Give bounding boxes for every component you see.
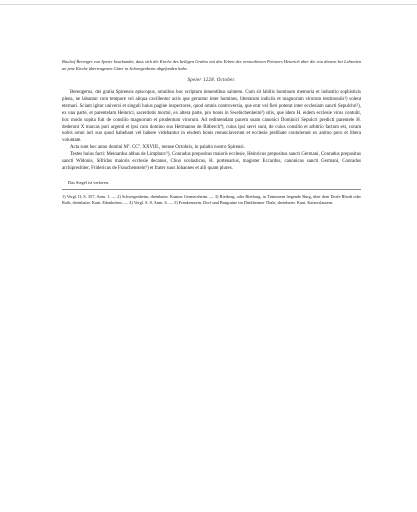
footnotes: 1) Vergl. II, S. 357, Anm. 1. — 2) Schwegenheim, rheinbaier. Kanton Germersheim. — 3) Rietberg, oder Rietburg, in Trümmern liegende Burg, über dem Dorfe Rhodt oder Roth, rheinbaier. Kant. Edenkoben. — 4) Vergl. S. 8, Anm. 6. — 5) Frankenstein, Dorf und Burgruine im Dürkheimer Thale, rheinbaier. Kant. Kaiserslautern. xyxy=(62,193,361,206)
footnote-separator xyxy=(62,189,361,190)
seal-note: Das Siegel ist verloren. xyxy=(68,179,109,185)
place-date-line: Speier 1228. October. xyxy=(187,78,236,83)
top-edge-line xyxy=(0,4,417,5)
document-body xyxy=(62,58,361,206)
charter-summary-heading: Bischof Berenger von Speier beurkundet, dass sich die Kirche des heiligen Grabes mit den Erben des verstorbenen Priesters Heinrich über die von diesem bei Lebzeiten an jene Kirche übertragenen Güter in Schwegenheim abgefunden habe. xyxy=(62,59,361,71)
charter-text-paragraph: Berengerus, dei gratia Spirensis episcopus, omnibus hoc scriptum intuentibus salutem. Cum sit labilis hominum memoria et industrio sophisticis plena, ne labantur cum tempore vel aliqua cavillentur actis que geruntur inter homines, litterarum indiciis et magnorum virorum testimoniis¹) solent eternari. Sciant igitur universi et singuli huius pagine inspectores, quod omnis controversia, que erat vel fieri poterat inter ecclesiam sancti Sepulchri²), ex una parte, et parentelam Heinrici, sacerdotis mortui, ex altera parte, pro bonis in Swebichenheim³) sitis, que idem H. eidem ecclesie virus contulit, hoc modo sopita fuit de consilio magnorum et prudentum virorum. Ad redimendam pacem suam canonici Dominici Sepulcri predicti parentele H. dederunt X marcas puri argenti et ipsi cum domino suo Hermanno de Ritberch⁴), cuius ipsi servi sunt, de cuius consilio et arbitrio factum est, coram nobis omni iuri suo quod habebant vel habere videbantur in eisdem bonis renunciaverunt et ecclesie prelibate contulerunt ex animo puro et libera voluntate. xyxy=(62,90,361,144)
dating-clause: Acta sunt hec anno domini Mº. CCº. XXVIII., mense Octobris, in palatio nostro Spirensi. xyxy=(70,145,245,151)
witness-list: Testes huius facti: Meinardus abbas de Limpburc⁵), Conradus prepositus maioris ecclesie, Heinricus prepositus sancti Germani, Conradus prepositus sancti Widonis, Sifridus maioris ecclesie decanus, Chuo scolasticus, H. portenarius, magister Eccardus, canonicus sancti Germani, Conradus archipresbiter, Fridericus de Frauchenstein⁶) et frater suus Iohannes et alii quam plures. xyxy=(62,152,361,171)
